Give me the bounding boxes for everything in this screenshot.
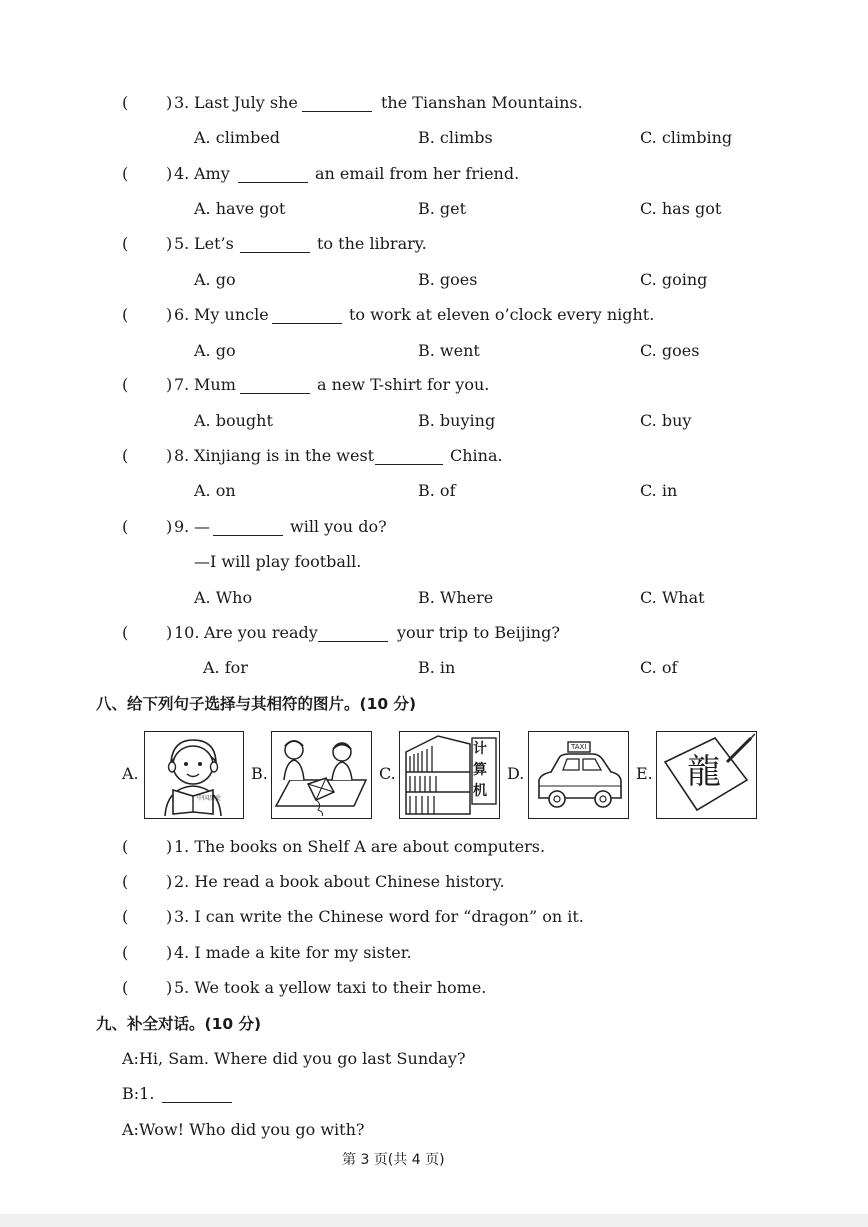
picture-a-boy-reading[interactable] (144, 731, 244, 819)
answer-paren-close: ) (166, 234, 173, 253)
option-c: C. has got (640, 199, 722, 218)
picture-c-bookshelf[interactable] (399, 731, 500, 819)
item-text: 2. He read a book about Chinese history. (174, 872, 505, 891)
option-a: A. for (203, 658, 248, 677)
question-text-before: Xinjiang is in the west (194, 446, 375, 465)
answer-blank[interactable] (240, 377, 310, 394)
option-b: B. goes (418, 270, 478, 289)
option-c: C. in (640, 481, 678, 500)
option-a: A. bought (194, 411, 273, 430)
answer-blank[interactable] (213, 519, 283, 536)
picture-label-a: A. (122, 764, 139, 783)
answer-paren-close: ) (166, 375, 173, 394)
answer-paren-close: ) (166, 93, 173, 112)
dialogue-line-b1: B:1. (122, 1084, 155, 1103)
answer-blank[interactable] (240, 236, 310, 253)
option-c: C. buy (640, 411, 692, 430)
option-b: B. of (418, 481, 456, 500)
picture-e-calligraphy[interactable] (656, 731, 757, 819)
picture-label-c: C. (379, 764, 396, 783)
picture-label-b: B. (251, 764, 268, 783)
question-number: 3. (174, 93, 190, 112)
question-text-after: your trip to Beijing? (397, 623, 560, 642)
book-title: 中国历史 (197, 795, 222, 802)
answer-paren-close: ) (166, 446, 173, 465)
answer-paren-close: ) (166, 978, 173, 997)
answer-paren-open[interactable]: ( (122, 907, 129, 926)
dialogue-line-a1: A:Hi, Sam. Where did you go last Sunday? (122, 1049, 466, 1068)
option-a: A. on (194, 481, 236, 500)
picture-b-kite-making[interactable] (271, 731, 372, 819)
section-9-title: 九、补全对话。(10 分) (96, 1015, 262, 1033)
question-text-after: to the library. (317, 234, 427, 253)
answer-paren-open[interactable]: ( (122, 375, 129, 394)
answer-paren-open[interactable]: ( (122, 837, 129, 856)
scan-edge (0, 1214, 868, 1227)
question-response-line: —I will play football. (194, 552, 362, 571)
question-text-before: Last July she (194, 93, 298, 112)
kite-making-icon (272, 732, 370, 817)
answer-paren-open[interactable]: ( (122, 623, 129, 642)
dialogue-line-a2: A:Wow! Who did you go with? (122, 1120, 365, 1139)
question-text-before: My uncle (194, 305, 269, 324)
answer-blank[interactable] (272, 307, 342, 324)
answer-paren-open[interactable]: ( (122, 872, 129, 891)
answer-blank[interactable] (238, 166, 308, 183)
answer-paren-open[interactable]: ( (122, 517, 129, 536)
question-text-before: Let’s (194, 234, 234, 253)
answer-paren-open[interactable]: ( (122, 446, 129, 465)
item-text: 1. The books on Shelf A are about computers. (174, 837, 546, 856)
question-text-before: Amy (194, 164, 230, 183)
answer-blank[interactable] (318, 625, 388, 642)
picture-label-d: D. (507, 764, 525, 783)
question-number: 4. (174, 164, 190, 183)
dialogue-answer-blank-1[interactable] (162, 1086, 232, 1103)
question-number: 10. (174, 623, 200, 642)
question-text-before: Mum (194, 375, 236, 394)
answer-blank[interactable] (302, 95, 372, 112)
section-8-title: 八、给下列句子选择与其相符的图片。(10 分) (96, 695, 417, 713)
picture-label-e: E. (636, 764, 653, 783)
taxi-sign: TAXI (571, 743, 587, 751)
answer-paren-close: ) (166, 872, 173, 891)
answer-paren-open[interactable]: ( (122, 978, 129, 997)
option-b: B. buying (418, 411, 496, 430)
boy-reading-icon (145, 732, 242, 817)
answer-paren-open[interactable]: ( (122, 234, 129, 253)
question-number: 9. (174, 517, 190, 536)
question-number: 8. (174, 446, 190, 465)
question-number: 5. (174, 234, 190, 253)
answer-paren-open[interactable]: ( (122, 93, 129, 112)
sign-char-1: 计 (473, 741, 487, 757)
answer-paren-open[interactable]: ( (122, 164, 129, 183)
item-text: 3. I can write the Chinese word for “dragon” on it. (174, 907, 584, 926)
option-a: A. Who (194, 588, 253, 607)
question-text-after: to work at eleven o’clock every night. (349, 305, 655, 324)
answer-paren-open[interactable]: ( (122, 943, 129, 962)
option-c: C. What (640, 588, 705, 607)
option-a: A. climbed (194, 128, 281, 147)
picture-d-taxi[interactable] (528, 731, 629, 819)
option-a: A. go (194, 341, 236, 360)
option-b: B. Where (418, 588, 494, 607)
item-text: 5. We took a yellow taxi to their home. (174, 978, 487, 997)
option-b: B. get (418, 199, 467, 218)
answer-paren-close: ) (166, 305, 173, 324)
question-text-after: a new T-shirt for you. (317, 375, 490, 394)
question-text-after: will you do? (290, 517, 387, 536)
page-footer: 第 3 页(共 4 页) (342, 1152, 445, 1168)
answer-paren-close: ) (166, 623, 173, 642)
dragon-character: 龍 (687, 752, 721, 792)
question-text-before: Are you ready (204, 623, 318, 642)
answer-paren-close: ) (166, 943, 173, 962)
item-text: 4. I made a kite for my sister. (174, 943, 412, 962)
option-c: C. going (640, 270, 708, 289)
question-text-before: — (194, 517, 210, 536)
question-number: 6. (174, 305, 190, 324)
option-b: B. in (418, 658, 456, 677)
answer-paren-close: ) (166, 517, 173, 536)
question-number: 7. (174, 375, 190, 394)
sign-char-2: 算 (473, 762, 487, 778)
option-b: B. went (418, 341, 480, 360)
option-a: A. go (194, 270, 236, 289)
answer-paren-open[interactable]: ( (122, 305, 129, 324)
sign-char-3: 机 (473, 783, 487, 799)
option-c: C. climbing (640, 128, 733, 147)
option-a: A. have got (194, 199, 286, 218)
question-text-after: China. (450, 446, 503, 465)
option-c: C. of (640, 658, 678, 677)
answer-paren-close: ) (166, 837, 173, 856)
option-b: B. climbs (418, 128, 493, 147)
answer-paren-close: ) (166, 907, 173, 926)
option-c: C. goes (640, 341, 700, 360)
question-text-after: an email from her friend. (315, 164, 520, 183)
question-text-after: the Tianshan Mountains. (381, 93, 583, 112)
answer-blank[interactable] (375, 448, 443, 465)
answer-paren-close: ) (166, 164, 173, 183)
